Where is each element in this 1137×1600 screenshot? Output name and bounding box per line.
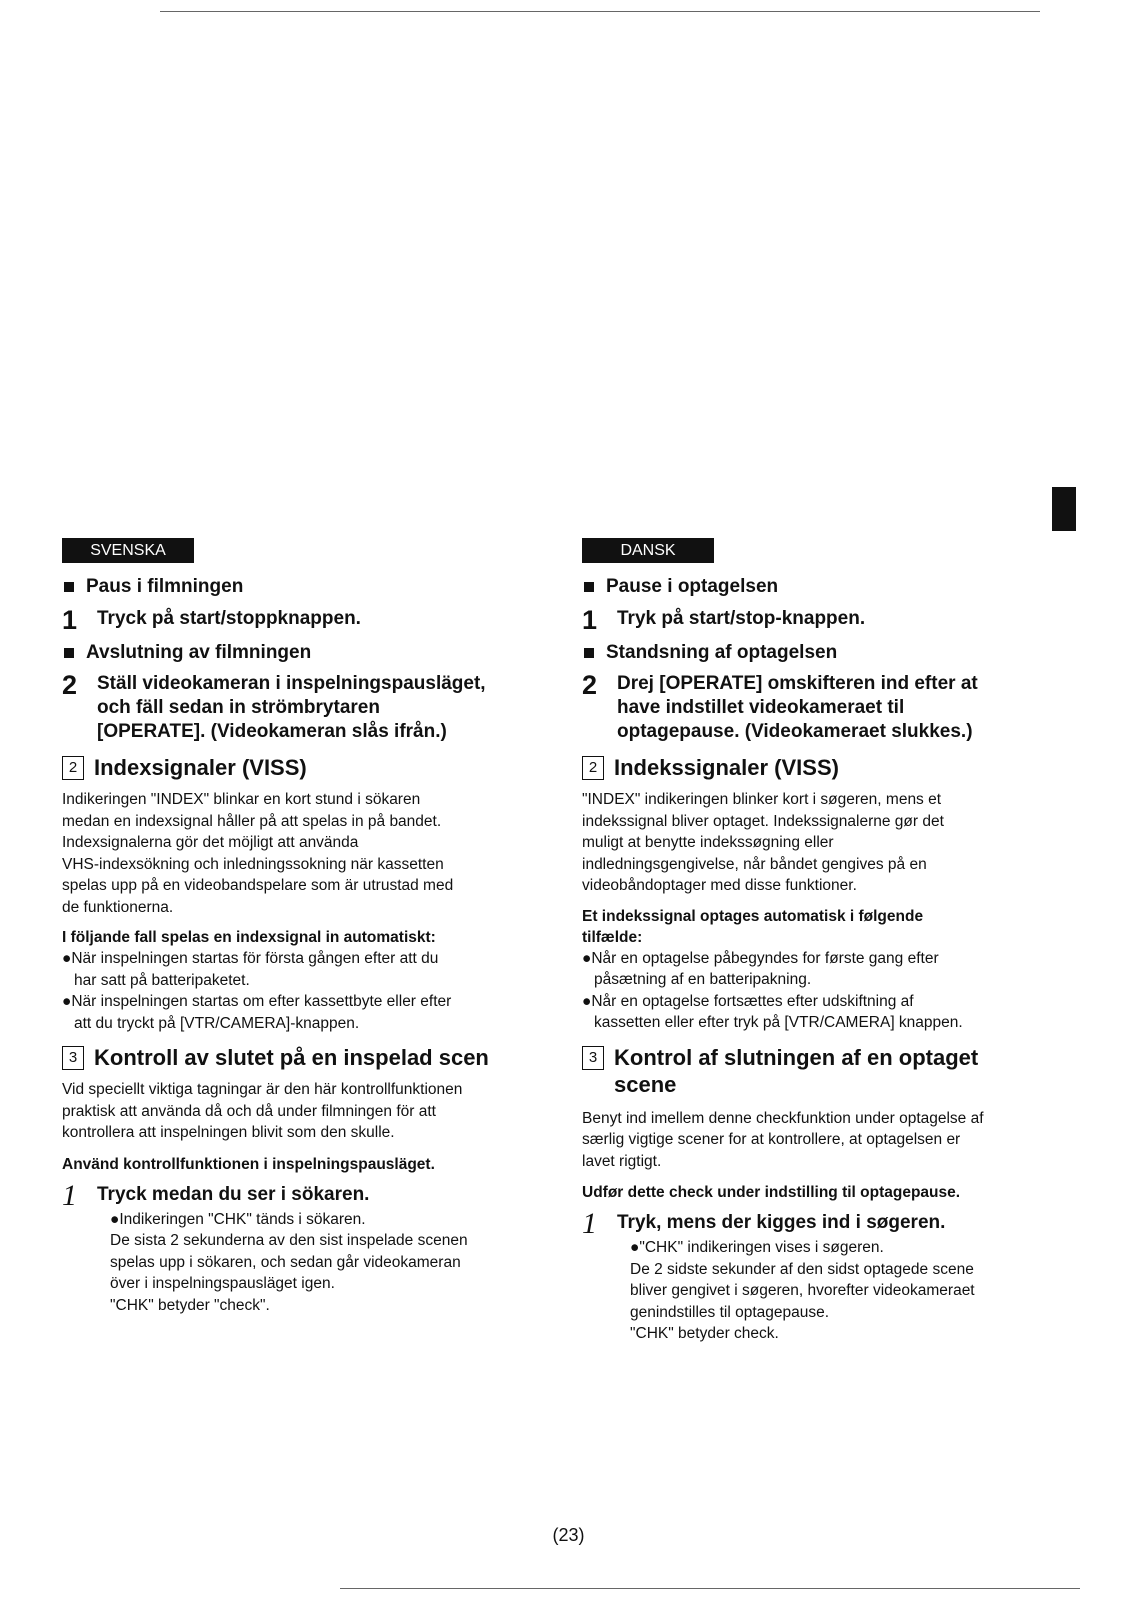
page-number: (23) [552, 1525, 585, 1545]
bottom-scan-line [340, 1588, 1080, 1589]
section-3-bold-note: Använd kontrollfunktionen i inspelningspausläget. [62, 1155, 435, 1173]
section-3-bold-note: Udfør dette check under indstilling til optagepause. [582, 1184, 961, 1201]
square-bullet-icon [64, 582, 74, 592]
section-2-bold-note: I följande fall spelas en indexsignal in automatiskt: [62, 929, 436, 946]
section-3-step-details: ●"CHK" indikeringen vises i søgeren. De 2 sidste sekunder af den sidst optagede scene bliver gengivet i søgeren, hvorefter videokameraet genindstilles til optagepause. "CHK" betyder check. [630, 1239, 975, 1342]
section-3-heading: 3 Kontroll av slutet på en inspelad scen [62, 1044, 532, 1071]
section-2-heading: 2 Indekssignaler (VISS) [582, 754, 1032, 781]
edge-tab-marker [1052, 487, 1076, 531]
section-3-paragraph: Vid speciellt viktiga tagningar är den här kontrollfunktionen praktisk att använda då och då under filmningen för att kontrollera att inspelningen blivit som den skulle. [62, 1081, 463, 1141]
square-bullet-icon [584, 582, 594, 592]
language-tag-svenska: SVENSKA [62, 538, 194, 563]
list-item: ●Når en optagelse fortsættes efter udskiftning af kassetten eller efter tryk på [VTR/CAMERA] knappen. [582, 992, 963, 1031]
section-3-step-1: 1 Tryk, mens der kigges ind i søgeren. [582, 1207, 946, 1240]
step-1: 1 Tryk på start/stop-knappen. [582, 605, 866, 635]
section-2-bold-note: Et indekssignal optages automatisk i følgende tilfælde: [582, 907, 924, 946]
list-item: ●När inspelningen startas om efter kassettbyte eller efter att du tryckt på [VTR/CAMERA]-knappen. [62, 993, 452, 1032]
pause-heading: Paus i filmningen [62, 575, 532, 599]
pause-heading: Pause i optagelsen [582, 575, 1032, 599]
section-2-heading: 2 Indexsignaler (VISS) [62, 754, 532, 781]
danish-column [582, 538, 1032, 1345]
section-3-heading: 3 Kontrol af slutningen af en optaget scene [582, 1044, 1032, 1098]
section-3-step-details: ●Indikeringen "CHK" tänds i sökaren. De sista 2 sekunderna av den sist inspelade scenen spelas upp i sökaren, och sedan går videokameran över i inspelningspausläget igen. "CHK" betyder "check". [110, 1210, 468, 1314]
language-tag-dansk: DANSK [582, 538, 714, 563]
list-item: ●Når en optagelse påbegyndes for første gang efter påsætning af en batteripakning. [582, 949, 939, 988]
square-bullet-icon [64, 648, 74, 658]
end-heading: Standsning af optagelsen [582, 641, 1032, 665]
step-1: 1 Tryck på start/stoppknappen. [62, 605, 361, 635]
section-2-paragraph: Indikeringen "INDEX" blinkar en kort stund i sökaren medan en indexsignal håller på att spelas in på bandet. Indexsignalerna gör det möjligt att använda VHS-indexsökning och inledningssokning när kassetten spelas upp på en videobandspelare som är utrustad med de funktionerna. [62, 791, 454, 916]
step-2: 2 Ställ videokameran i inspelningspausläget, och fäll sedan in strömbrytaren [OPERATE]. (Videokameran slås ifrån.) [62, 670, 486, 742]
section-3-step-1: 1 Tryck medan du ser i sökaren. [62, 1178, 370, 1212]
end-heading: Avslutning av filmningen [62, 641, 532, 665]
section-3-paragraph: Benyt ind imellem denne checkfunktion under optagelse af særlig vigtige scener for at kontrollere, at optagelsen er lavet rigtigt. [582, 1109, 984, 1170]
step-2: 2 Drej [OPERATE] omskifteren ind efter at have indstillet videokameraet til optagepause. (Videokameraet slukkes.) [582, 670, 978, 742]
swedish-column [62, 538, 532, 1316]
top-scan-line [160, 11, 1040, 12]
section-2-paragraph: "INDEX" indikeringen blinker kort i søgeren, mens et indekssignal bliver optaget. Indekssignalerne gør det muligt at benytte indekssøgning eller indledningsgengivelse, når båndet gengives på en videobåndoptager med disse funktioner. [582, 791, 944, 894]
list-item: ●När inspelningen startas för första gången efter att du har satt på batteripaketet. [62, 950, 439, 989]
square-bullet-icon [584, 648, 594, 658]
